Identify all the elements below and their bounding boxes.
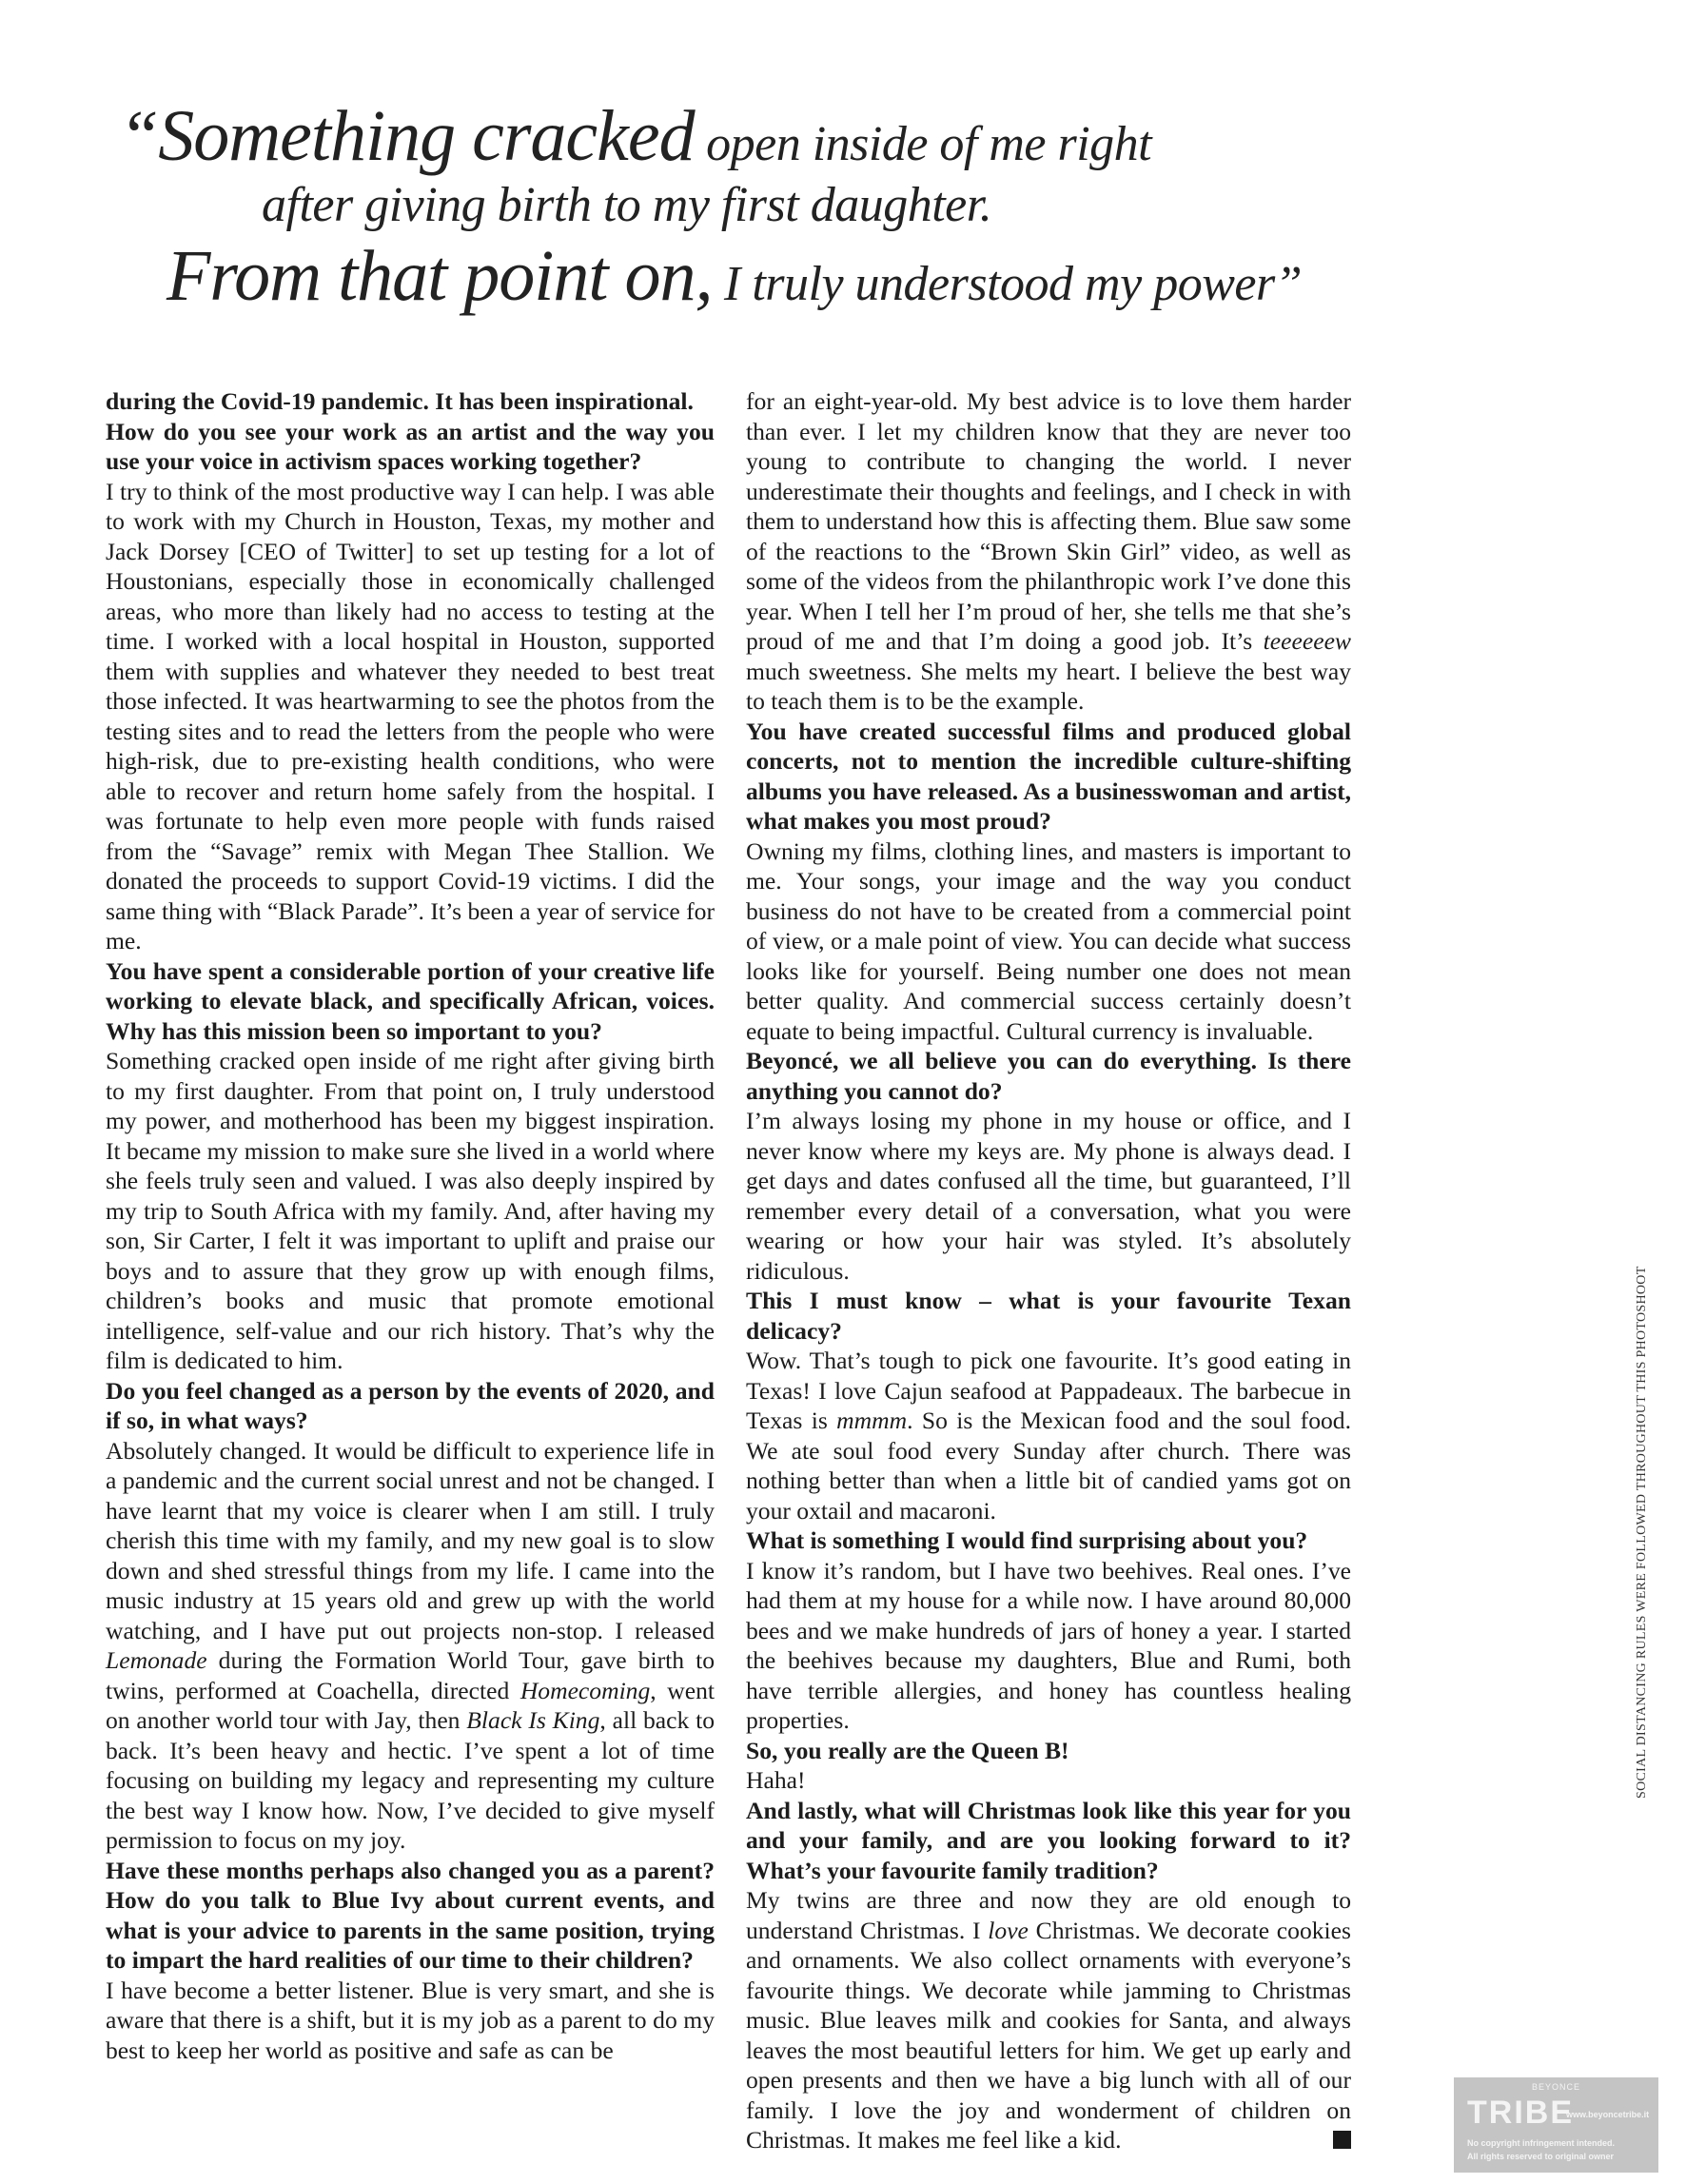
interview-question: You have created successful films and produced global concerts, not to mention the incredible culture-shifting albums you have released. As a businesswoman and artist, what makes you most proud? <box>746 717 1351 835</box>
interview-answer: Haha! <box>746 1766 806 1794</box>
interview-answer: Something cracked open inside of me right after giving birth to my first daughter. From that point on, I truly understood my power, and motherhood has been my biggest inspiration. It became my mission to make sure she lived in a world where she feels truly seen and valued. I was also deeply inspired by my trip to South Africa with my family. And, after having my son, Sir Carter, I felt it was important to uplift and praise our boys and to assure that they grow up with enough films, children’s books and music that promote emotional intelligence, self-value and our rich history. That’s why the film is dedicated to him. <box>106 1047 715 1374</box>
interview-question: What is something I would find surprising about you? <box>746 1526 1308 1554</box>
watermark-note: All rights reserved to original owner <box>1467 2152 1615 2161</box>
watermark-note: No copyright infringement intended. <box>1467 2138 1615 2148</box>
interview-question: Beyoncé, we all believe you can do everything. Is there anything you cannot do? <box>746 1047 1351 1105</box>
article-column-left <box>106 386 715 2065</box>
interview-answer: I know it’s random, but I have two beehives. Real ones. I’ve had them at my house for a while now. I have around 80,000 bees and we make hundreds of jars of honey a year. I started the beehives because my daughters, Blue and Rumi, both have terrible allergies, and honey has countless healing properties. <box>746 1556 1351 1734</box>
pull-quote-line-3 <box>167 236 1303 316</box>
interview-answer: Wow. That’s tough to pick one favourite. It’s good eating in Texas! I love Cajun seafood at Pappadeaux. The barbecue in Texas is mmmm. So is the Mexican food and the soul food. We ate soul food every Sunday after church. There was nothing better than when a little bit of candied yams got on your oxtail and macaroni. <box>746 1347 1351 1525</box>
interview-answer: My twins are three and now they are old enough to understand Christmas. I love Christmas. We decorate cookies and ornaments. We also collect ornaments with everyone’s favourite things. We decorate while jamming to Christmas music. Blue leaves milk and cookies for Santa, and always leaves the most beautiful letters for him. We get up early and open presents and then we have a big lunch with all of our family. I love the joy and wonderment of children on Christmas. It makes me feel like a kid. <box>746 1886 1351 2154</box>
interview-question: And lastly, what will Christmas look like this year for you and your family, and are you looking forward to it? What’s your favourite family tradition? <box>746 1796 1351 1884</box>
interview-question: You have spent a considerable portion of your creative life working to elevate black, and specifically African, voices. Why has this mission been so important to you? <box>106 956 715 1045</box>
pull-quote-text: I truly understood my power” <box>712 257 1303 311</box>
pull-quote-line-1 <box>119 96 1152 176</box>
interview-answer: Owning my films, clothing lines, and masters is important to me. Your songs, your image and the way you conduct business do not have to be created from a commercial point of view, or a male point of view. You can decide what success looks like for yourself. Being number one does not mean better quality. And commercial success certainly doesn’t equate to being impactful. Cultural currency is invaluable. <box>746 836 1351 1045</box>
watermark-url: www.beyoncetribe.it <box>1566 2110 1650 2119</box>
interview-question: How do you see your work as an artist and the way you use your voice in activism spaces working together? <box>106 417 715 475</box>
pull-quote-text: open inside of me right <box>694 117 1152 171</box>
watermark-brand: TRIBE <box>1467 2095 1574 2131</box>
interview-answer: I try to think of the most productive way I can help. I was able to work with my Church in Houston, Texas, my mother and Jack Dorsey [CEO of Twitter] to set up testing for a lot of Houstonians, especially those in economically challenged areas, who more than likely had no access to testing at the time. I worked with a local hospital in Houston, supported them with supplies and whatever they needed to best treat those infected. It was heartwarming to see the photos from the testing sites and to read the letters from the people who were high-risk, due to pre-existing health conditions, who were able to recover and return home safely from the hospital. I was fortunate to help even more people with funds raised from the “Savage” remix with Megan Thee Stallion. We donated the proceeds to support Covid-19 victims. I did the same thing with “Black Parade”. It’s been a year of service for me. <box>106 477 715 954</box>
interview-answer: I have become a better listener. Blue is very smart, and she is aware that there is a shift, but it is my job as a parent to do my best to keep her world as positive and safe as can be <box>106 1976 715 2064</box>
interview-question: Do you feel changed as a person by the events of 2020, and if so, in what ways? <box>106 1376 715 1434</box>
interview-question: Have these months perhaps also changed you as a parent? How do you talk to Blue Ivy about current events, and what is your advice to parents in the same position, trying to impart the hard realities of our time to their children? <box>106 1856 715 1974</box>
interview-answer: I’m always losing my phone in my house or office, and I never know where my keys are. My phone is always dead. I get days and dates confused all the time, but guaranteed, I’ll remember every detail of a conversation, what you were wearing or how your hair was styled. It’s absolutely ridiculous. <box>746 1107 1351 1285</box>
pull-quote-text: after giving birth to my first daughter. <box>262 178 992 232</box>
pull-quote-emphasis: From that point on, <box>167 236 713 316</box>
end-mark-icon <box>1333 2131 1351 2149</box>
article-column-right <box>746 386 1351 2155</box>
interview-answer: for an eight-year-old. My best advice is to love them harder than ever. I let my children know that they are never too young to contribute to changing the world. I never underestimate their thoughts and feelings, and I check in with them to understand how this is affecting them. Blue saw some of the reactions to the “Brown Skin Girl” video, as well as some of the videos from the philanthropic work I’ve done this year. When I tell her I’m proud of her, she tells me that she’s proud of me and that I’m doing a good job. It’s teeeeeew much sweetness. She melts my heart. I believe the best way to teach them is to be the example. <box>746 387 1351 715</box>
watermark-top-label: BEYONCE <box>1531 2082 1580 2092</box>
watermark-logo <box>1454 2077 1658 2173</box>
photoshoot-credit-note: SOCIAL DISTANCING RULES WERE FOLLOWED THROUGHOUT THIS PHOTOSHOOT <box>1635 1266 1649 1799</box>
pull-quote-line-2 <box>262 178 992 232</box>
pull-quote-emphasis: “Something cracked <box>119 96 695 176</box>
interview-answer: Absolutely changed. It would be difficult to experience life in a pandemic and the current social unrest and not be changed. I have learnt that my voice is clearer when I am still. I truly cherish this time with my family, and my new goal is to slow down and shed stressful things from my life. I came into the music industry at 15 years old and grew up with the world watching, and I have put out projects non-stop. I released Lemonade during the Formation World Tour, gave birth to twins, performed at Coachella, directed Homecoming, went on another world tour with Jay, then Black Is King, all back to back. It’s been heavy and hectic. I’ve spent a lot of time focusing on building my legacy and representing my culture the best way I know how. Now, I’ve decided to give myself permission to focus on my joy. <box>106 1436 715 1854</box>
interview-question: during the Covid-19 pandemic. It has been inspirational. <box>106 387 694 415</box>
interview-question: So, you really are the Queen B! <box>746 1736 1069 1764</box>
interview-question: This I must know – what is your favourite Texan delicacy? <box>746 1287 1351 1345</box>
